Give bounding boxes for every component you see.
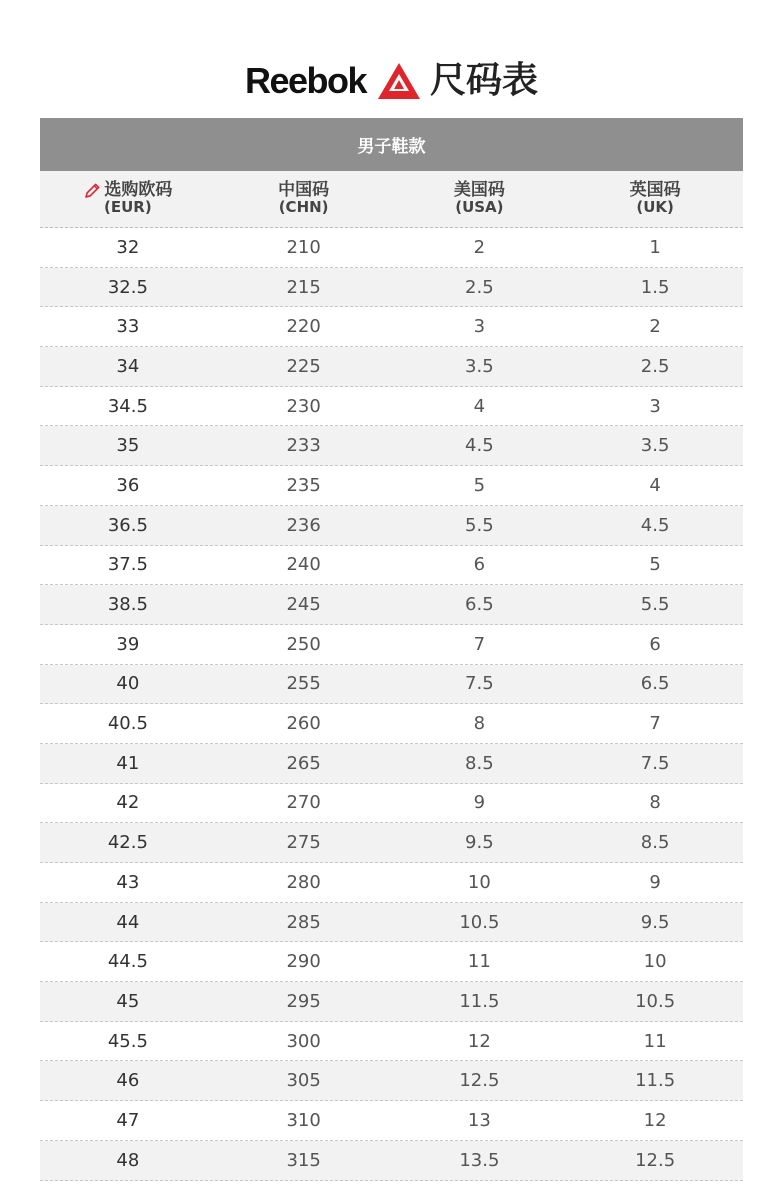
size-cell-eur: 36 [116, 474, 140, 496]
size-cell-usa: 6 [473, 554, 486, 576]
size-cell-usa: 2.5 [465, 276, 494, 298]
column-header-chn [216, 171, 392, 227]
size-cell-eur: 42 [116, 792, 140, 814]
size-cell-chn: 215 [286, 276, 321, 298]
size-cell-uk: 7.5 [640, 752, 670, 774]
size-cell-chn: 240 [286, 554, 321, 576]
size-cell-usa: 3 [473, 316, 486, 338]
size-cell-chn: 255 [286, 673, 321, 695]
table-row [40, 704, 743, 744]
column-header-label: 美国码 [453, 180, 505, 201]
size-cell-eur: 48 [116, 1149, 140, 1171]
column-header-unit: (EUR) [104, 198, 152, 217]
size-cell-eur: 32 [116, 236, 140, 258]
size-chart-table [40, 118, 743, 1181]
size-cell-usa: 4.5 [465, 435, 494, 457]
size-cell-uk: 2 [649, 316, 661, 338]
size-cell-eur: 35 [116, 435, 140, 457]
column-header-unit: (CHN) [278, 198, 329, 217]
size-cell-chn: 245 [286, 594, 321, 616]
page-title: 尺码表 [430, 60, 539, 101]
column-header-unit: (USA) [455, 198, 504, 217]
size-cell-uk: 12 [643, 1109, 667, 1131]
size-cell-uk: 5 [649, 554, 661, 576]
column-header-row [40, 171, 743, 228]
table-row [40, 426, 743, 466]
size-cell-uk: 11.5 [635, 1070, 676, 1092]
size-cell-usa: 8.5 [465, 752, 494, 774]
column-header-unit: (UK) [636, 198, 674, 217]
size-cell-usa: 2 [473, 236, 486, 258]
size-cell-usa: 9 [473, 792, 486, 814]
pencil-icon [83, 182, 101, 200]
size-cell-eur: 43 [116, 871, 140, 893]
table-row [40, 585, 743, 625]
size-cell-eur: 44.5 [107, 951, 148, 973]
size-cell-usa: 9.5 [465, 832, 494, 854]
table-row [40, 1061, 743, 1101]
size-cell-chn: 220 [286, 316, 321, 338]
table-row [40, 665, 743, 705]
brand-logo-text: Reebok [244, 60, 367, 101]
size-cell-eur: 39 [116, 633, 140, 655]
size-cell-chn: 305 [286, 1070, 321, 1092]
size-cell-usa: 5.5 [465, 514, 494, 536]
size-cell-uk: 12.5 [635, 1149, 676, 1171]
column-header-label: 选购欧码 [104, 180, 173, 201]
size-cell-chn: 230 [286, 395, 321, 417]
table-row [40, 784, 743, 824]
size-cell-chn: 275 [286, 832, 321, 854]
size-cell-chn: 260 [286, 713, 321, 735]
size-cell-eur: 33 [116, 316, 140, 338]
table-row [40, 228, 743, 268]
size-cell-usa: 10.5 [459, 911, 500, 933]
size-cell-chn: 233 [286, 435, 321, 457]
size-cell-chn: 300 [286, 1030, 321, 1052]
size-cell-eur: 45.5 [107, 1030, 148, 1052]
size-cell-usa: 7 [473, 633, 486, 655]
size-cell-uk: 5.5 [640, 594, 670, 616]
size-cell-uk: 10.5 [635, 990, 676, 1012]
table-row [40, 387, 743, 427]
size-cell-usa: 3.5 [465, 355, 494, 377]
size-cell-uk: 1 [649, 236, 661, 258]
table-row [40, 903, 743, 943]
size-cell-uk: 8.5 [640, 832, 670, 854]
size-cell-uk: 1.5 [640, 276, 670, 298]
table-row [40, 823, 743, 863]
size-cell-uk: 2.5 [640, 355, 670, 377]
size-cell-uk: 4.5 [640, 514, 670, 536]
size-cell-chn: 310 [286, 1109, 321, 1131]
size-cell-usa: 11 [467, 951, 491, 973]
size-cell-uk: 8 [649, 792, 661, 814]
size-cell-eur: 36.5 [107, 514, 148, 536]
table-row [40, 1022, 743, 1062]
size-cell-chn: 210 [286, 236, 321, 258]
size-cell-usa: 10 [467, 871, 491, 893]
size-cell-eur: 45 [116, 990, 140, 1012]
size-cell-usa: 8 [473, 713, 486, 735]
column-header-usa [392, 171, 568, 227]
table-row [40, 268, 743, 308]
size-cell-chn: 225 [286, 355, 321, 377]
size-cell-chn: 265 [286, 752, 321, 774]
size-cell-chn: 270 [286, 792, 321, 814]
size-cell-eur: 34 [116, 355, 140, 377]
size-cell-uk: 7 [649, 713, 661, 735]
table-row [40, 546, 743, 586]
size-cell-uk: 4 [649, 474, 661, 496]
size-cell-uk: 9 [649, 871, 661, 893]
size-cell-uk: 3.5 [640, 435, 670, 457]
size-cell-chn: 280 [286, 871, 321, 893]
table-row [40, 307, 743, 347]
size-cell-usa: 7.5 [465, 673, 494, 695]
table-row [40, 863, 743, 903]
column-header-eur [40, 171, 216, 227]
size-cell-eur: 40.5 [107, 713, 148, 735]
table-row [40, 942, 743, 982]
size-cell-uk: 9.5 [640, 911, 670, 933]
size-cell-uk: 11 [643, 1030, 667, 1052]
size-cell-usa: 13 [467, 1109, 491, 1131]
column-header-label: 中国码 [278, 180, 330, 201]
size-cell-chn: 295 [286, 990, 321, 1012]
table-row [40, 506, 743, 546]
size-cell-eur: 34.5 [107, 395, 148, 417]
size-cell-usa: 11.5 [459, 990, 500, 1012]
size-cell-usa: 12.5 [459, 1070, 500, 1092]
page-header [0, 50, 783, 112]
table-body [40, 228, 743, 1181]
size-cell-chn: 315 [286, 1149, 321, 1171]
column-header-label: 英国码 [629, 180, 681, 201]
table-row [40, 466, 743, 506]
size-cell-usa: 13.5 [459, 1149, 500, 1171]
size-cell-usa: 5 [473, 474, 486, 496]
size-cell-eur: 46 [116, 1070, 140, 1092]
column-header-uk [567, 171, 743, 227]
size-cell-chn: 236 [286, 514, 321, 536]
size-cell-uk: 3 [649, 395, 661, 417]
size-cell-eur: 41 [116, 752, 140, 774]
table-row [40, 744, 743, 784]
reebok-delta-icon [376, 61, 422, 101]
section-title: 男子鞋款 [40, 118, 743, 171]
table-row [40, 1101, 743, 1141]
size-cell-eur: 44 [116, 911, 140, 933]
size-cell-usa: 4 [473, 395, 486, 417]
table-row [40, 982, 743, 1022]
size-cell-usa: 12 [467, 1030, 491, 1052]
size-cell-uk: 10 [643, 951, 667, 973]
size-cell-eur: 47 [116, 1109, 140, 1131]
table-row [40, 625, 743, 665]
size-cell-uk: 6 [649, 633, 661, 655]
size-cell-chn: 250 [286, 633, 321, 655]
size-cell-eur: 42.5 [107, 832, 148, 854]
table-row [40, 1141, 743, 1181]
size-cell-chn: 235 [286, 474, 321, 496]
size-cell-eur: 37.5 [107, 554, 148, 576]
size-cell-eur: 40 [116, 673, 140, 695]
table-row [40, 347, 743, 387]
size-cell-eur: 38.5 [107, 594, 148, 616]
size-cell-chn: 285 [286, 911, 321, 933]
size-cell-eur: 32.5 [107, 276, 148, 298]
size-cell-chn: 290 [286, 951, 321, 973]
size-cell-usa: 6.5 [465, 594, 494, 616]
size-cell-uk: 6.5 [640, 673, 670, 695]
